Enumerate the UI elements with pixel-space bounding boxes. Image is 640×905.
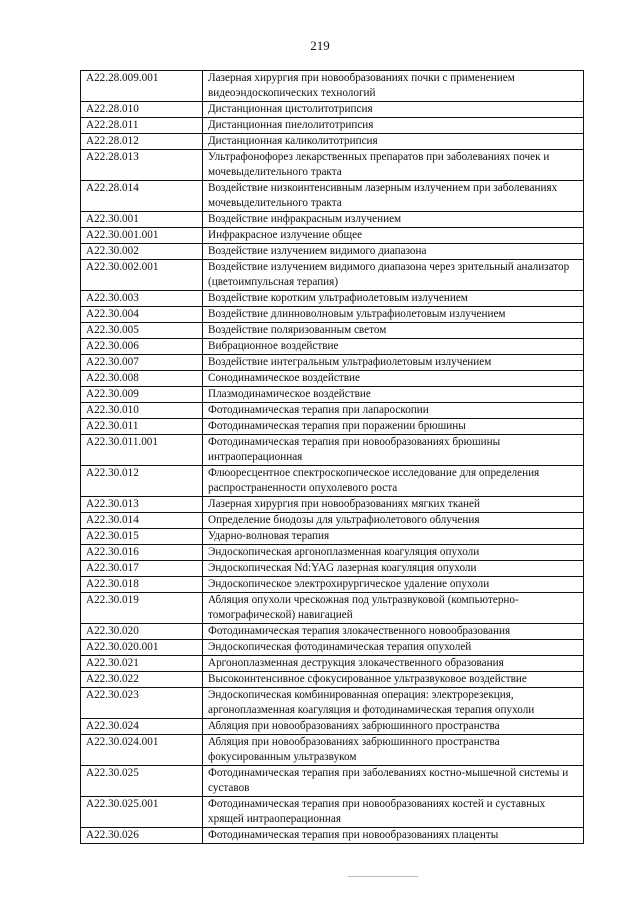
procedure-code: A22.30.004 (81, 307, 203, 323)
procedure-description: Воздействие поляризованным светом (203, 323, 584, 339)
table-row (81, 593, 584, 624)
table-row (81, 181, 584, 212)
page-number: 219 (310, 38, 330, 53)
procedure-code: A22.30.025.001 (81, 797, 203, 828)
procedure-code: A22.28.014 (81, 181, 203, 212)
procedure-code: A22.28.011 (81, 118, 203, 134)
procedure-description: Фотодинамическая терапия злокачественного новообразования (203, 624, 584, 640)
procedure-description: Эндоскопическая аргоноплазменная коагуляция опухоли (203, 545, 584, 561)
procedure-description: Воздействие излучением видимого диапазона (203, 244, 584, 260)
procedure-code: A22.28.009.001 (81, 71, 203, 102)
procedure-code: A22.30.022 (81, 672, 203, 688)
table-row (81, 640, 584, 656)
procedure-code: A22.30.024 (81, 719, 203, 735)
procedure-code: A22.30.009 (81, 387, 203, 403)
procedure-description: Эндоскопическая Nd:YAG лазерная коагуляция опухоли (203, 561, 584, 577)
procedure-description: Воздействие длинноволновым ультрафиолетовым излучением (203, 307, 584, 323)
procedure-description: Плазмодинамическое воздействие (203, 387, 584, 403)
procedure-description: Аргоноплазменная деструкция злокачественного образования (203, 656, 584, 672)
table-row (81, 766, 584, 797)
table-row (81, 828, 584, 844)
table-row (81, 403, 584, 419)
procedure-code: A22.30.013 (81, 497, 203, 513)
procedure-code: A22.30.016 (81, 545, 203, 561)
table-row (81, 323, 584, 339)
procedure-description: Воздействие инфракрасным излучением (203, 212, 584, 228)
procedure-description: Ультрафонофорез лекарственных препаратов при заболеваниях почек и мочевыделительного тракта (203, 150, 584, 181)
procedure-code: A22.30.001.001 (81, 228, 203, 244)
table-row (81, 134, 584, 150)
procedure-description: Фотодинамическая терапия при новообразованиях брюшины интраоперационная (203, 435, 584, 466)
procedure-code: A22.30.015 (81, 529, 203, 545)
procedure-description: Эндоскопическая комбинированная операция: электрорезекция, аргоноплазменная коагуляция и фотодинамическая терапия опухоли (203, 688, 584, 719)
table-row (81, 419, 584, 435)
procedure-description: Воздействие интегральным ультрафиолетовым излучением (203, 355, 584, 371)
procedure-code: A22.30.011.001 (81, 435, 203, 466)
procedure-code: A22.30.003 (81, 291, 203, 307)
procedure-code: A22.30.008 (81, 371, 203, 387)
procedure-code: A22.30.001 (81, 212, 203, 228)
table-row (81, 307, 584, 323)
table-row (81, 102, 584, 118)
procedure-code: A22.30.005 (81, 323, 203, 339)
procedure-description: Фотодинамическая терапия при поражении брюшины (203, 419, 584, 435)
procedure-description: Фотодинамическая терапия при лапароскопии (203, 403, 584, 419)
procedure-code: A22.28.012 (81, 134, 203, 150)
table-row (81, 797, 584, 828)
procedure-description: Воздействие излучением видимого диапазона через зрительный анализатор (цветоимпульсная терапия) (203, 260, 584, 291)
table-row (81, 735, 584, 766)
procedure-description: Ударно-волновая терапия (203, 529, 584, 545)
procedure-code: A22.30.011 (81, 419, 203, 435)
table-row (81, 513, 584, 529)
procedure-code: A22.28.010 (81, 102, 203, 118)
procedure-code: A22.30.012 (81, 466, 203, 497)
scan-artifact-line (348, 876, 418, 877)
table-row (81, 387, 584, 403)
table-row (81, 561, 584, 577)
procedure-code: A22.30.010 (81, 403, 203, 419)
procedure-description: Фотодинамическая терапия при заболеваниях костно-мышечной системы и суставов (203, 766, 584, 797)
table-row (81, 545, 584, 561)
procedure-code: A22.30.007 (81, 355, 203, 371)
procedure-description: Эндоскопическое электрохирургическое удаление опухоли (203, 577, 584, 593)
procedure-description: Абляция при новообразованиях забрюшинного пространства (203, 719, 584, 735)
procedure-code: A22.30.014 (81, 513, 203, 529)
procedure-description: Флюоресцентное спектроскопическое исследование для определения распространенности опухолевого роста (203, 466, 584, 497)
table-row (81, 260, 584, 291)
procedure-description: Эндоскопическая фотодинамическая терапия опухолей (203, 640, 584, 656)
table-row (81, 150, 584, 181)
procedure-description: Вибрационное воздействие (203, 339, 584, 355)
procedure-description: Инфракрасное излучение общее (203, 228, 584, 244)
table-row (81, 71, 584, 102)
procedure-description: Дистанционная каликолитотрипсия (203, 134, 584, 150)
procedure-description: Воздействие коротким ультрафиолетовым излучением (203, 291, 584, 307)
procedure-code: A22.30.002.001 (81, 260, 203, 291)
table-row (81, 435, 584, 466)
procedure-code: A22.30.018 (81, 577, 203, 593)
table-row (81, 672, 584, 688)
procedure-code: A22.30.020.001 (81, 640, 203, 656)
procedure-code: A22.30.024.001 (81, 735, 203, 766)
table-row (81, 371, 584, 387)
table-row (81, 624, 584, 640)
table-row (81, 355, 584, 371)
procedure-description: Сонодинамическое воздействие (203, 371, 584, 387)
table-row (81, 212, 584, 228)
procedure-description: Высокоинтенсивное сфокусированное ультразвуковое воздействие (203, 672, 584, 688)
table-row (81, 244, 584, 260)
procedure-description: Дистанционная цистолитотрипсия (203, 102, 584, 118)
procedure-description: Дистанционная пиелолитотрипсия (203, 118, 584, 134)
table-row (81, 291, 584, 307)
table-row (81, 118, 584, 134)
table-row (81, 719, 584, 735)
procedure-description: Фотодинамическая терапия при новообразованиях плаценты (203, 828, 584, 844)
table-row (81, 577, 584, 593)
procedure-description: Абляция при новообразованиях забрюшинного пространства фокусированным ультразвуком (203, 735, 584, 766)
table-row (81, 339, 584, 355)
procedures-table (80, 70, 584, 844)
procedure-description: Лазерная хирургия при новообразованиях почки с применением видеоэндоскопических технологий (203, 71, 584, 102)
procedure-description: Лазерная хирургия при новообразованиях мягких тканей (203, 497, 584, 513)
procedure-description: Воздействие низкоинтенсивным лазерным излучением при заболеваниях мочевыделительного тракта (203, 181, 584, 212)
table-row (81, 656, 584, 672)
procedure-code: A22.30.002 (81, 244, 203, 260)
procedure-code: A22.28.013 (81, 150, 203, 181)
procedure-code: A22.30.017 (81, 561, 203, 577)
procedure-code: A22.30.026 (81, 828, 203, 844)
table-row (81, 228, 584, 244)
procedure-description: Определение биодозы для ультрафиолетового облучения (203, 513, 584, 529)
procedure-code: A22.30.020 (81, 624, 203, 640)
procedure-description: Абляция опухоли чрескожная под ультразвуковой (компьютерно-томографической) навигацией (203, 593, 584, 624)
table-row (81, 688, 584, 719)
procedure-code: A22.30.025 (81, 766, 203, 797)
procedure-code: A22.30.019 (81, 593, 203, 624)
procedure-description: Фотодинамическая терапия при новообразованиях костей и суставных хрящей интраоперационная (203, 797, 584, 828)
procedure-code: A22.30.006 (81, 339, 203, 355)
procedure-code: A22.30.021 (81, 656, 203, 672)
table-row (81, 466, 584, 497)
table-row (81, 497, 584, 513)
procedure-code: A22.30.023 (81, 688, 203, 719)
table-row (81, 529, 584, 545)
